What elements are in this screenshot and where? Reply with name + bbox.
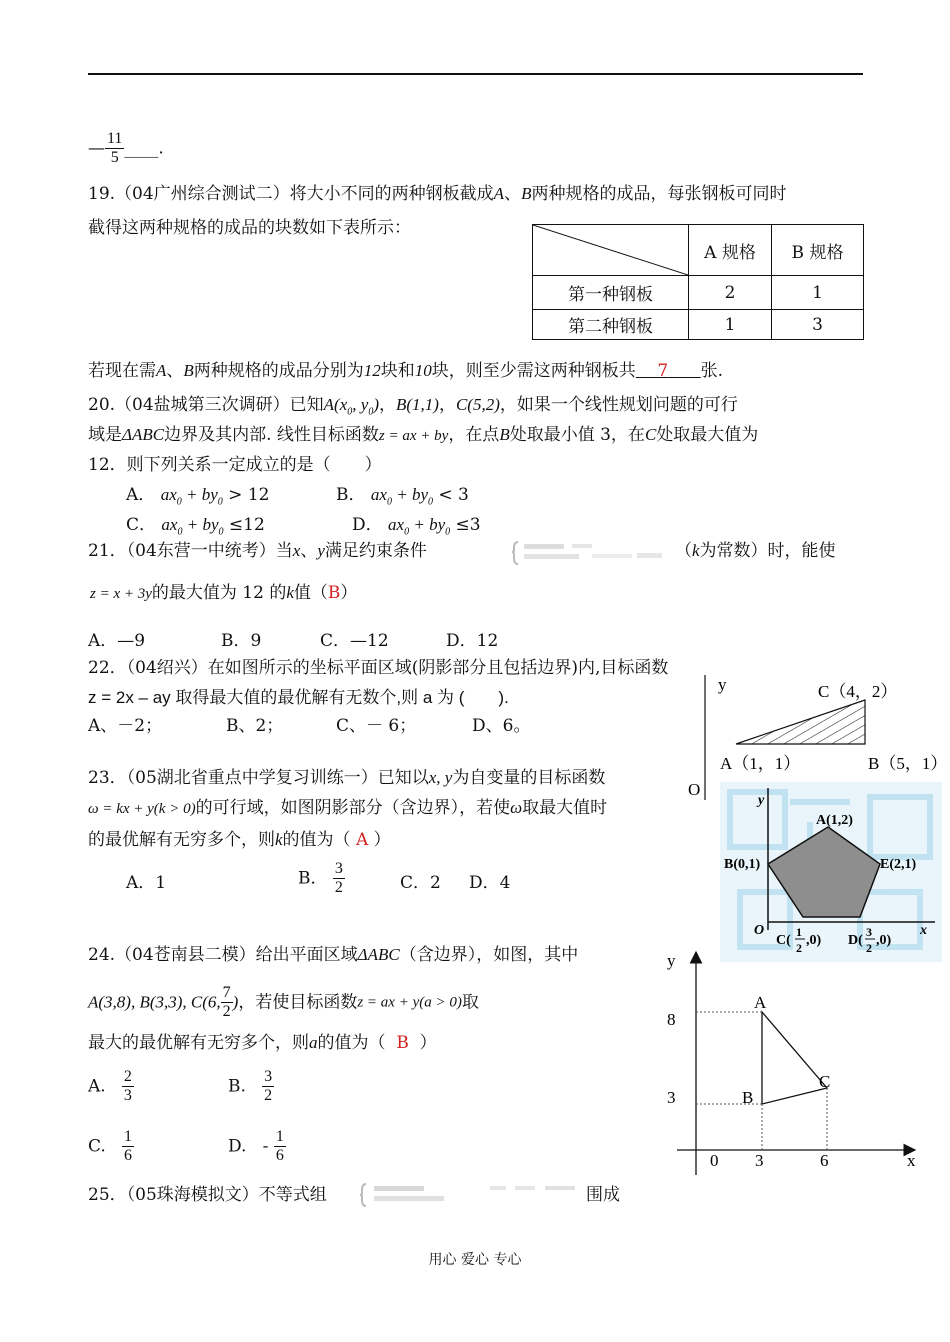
q23-origin-label: O <box>754 923 765 938</box>
table-row-label: 第一种钢板 <box>533 276 689 310</box>
q24-tick-8: 8 <box>667 1010 676 1029</box>
q22-line1: 22．（04绍兴）在如图所示的坐标平面区域(阴影部分且包括边界)内,目标函数 <box>88 658 669 678</box>
q23-point-b: B(0,1) <box>724 857 761 872</box>
q21-option-d: D．12 <box>446 631 499 651</box>
q23-line1: 23．（05湖北省重点中学复习训练一）已知以x, y为自变量的目标函数 <box>88 768 606 788</box>
intro-line: — $\frac{11}{5}$ ____. <box>88 130 164 166</box>
q21-option-a: A．—9 <box>88 631 146 651</box>
table-cell: 1 <box>772 276 864 310</box>
table-row <box>533 276 864 310</box>
q23-option-b: B． $\frac{3}{2}$ <box>298 860 343 896</box>
q20-option-a: A． $ax_0 + by_0 > 12$ <box>126 485 270 508</box>
q21-line1: 21．（04东营一中统考）当x、y满足约束条件 <box>88 541 427 561</box>
q23-option-d: D．4 <box>469 873 511 893</box>
q24-origin-label: 0 <box>710 1151 719 1170</box>
q24-answer: B <box>396 1033 409 1053</box>
q21-line2: z = x + 3y的最大值为 12 的k值（B） <box>90 583 358 603</box>
q22-option-a: A、－2； <box>88 716 163 736</box>
q22-option-c: C、－ 6； <box>336 716 417 736</box>
q24-point-b: B <box>742 1088 754 1107</box>
q23-line3: 的最优解有无穷多个，则k的值为（ A ） <box>88 830 391 850</box>
q22-origin-label: O <box>688 780 701 799</box>
q24-line2: A(3,8), B(3,3), C(6, $\frac{7}{2}$ )，若使目标函数z = ax + y(a > 0)取 <box>88 984 479 1020</box>
q23-option-a: A．1 <box>126 873 167 893</box>
q22-option-d: D、6。 <box>472 716 531 736</box>
q24-triangle <box>762 1012 827 1104</box>
q24-line3: 最大的最优解有无穷多个，则a的值为（ B ） <box>88 1033 437 1053</box>
q24-point-c: C <box>819 1072 831 1091</box>
svg-text:,0): ,0) <box>806 933 822 948</box>
table-cell: 3 <box>772 310 864 340</box>
q24-option-a: A. $\frac{2}{3}$ <box>88 1068 132 1104</box>
q24-figure <box>655 940 925 1180</box>
q24-tick-x3: 3 <box>755 1151 764 1170</box>
q25-line1: 25．（05珠海模拟文）不等式组 <box>88 1185 327 1205</box>
q25-constraint-image <box>360 1180 580 1210</box>
table-row-label: 第二种钢板 <box>533 310 689 340</box>
table-diagonal-cell <box>533 225 689 276</box>
svg-text:2: 2 <box>866 941 872 955</box>
svg-text:1: 1 <box>796 925 802 939</box>
q19-answer: 7 <box>657 361 669 381</box>
q25-line1-tail: 围成 <box>586 1185 620 1205</box>
q24-option-d: D. - $\frac{1}{6}$ <box>228 1128 284 1164</box>
q23-point-e: E(2,1) <box>880 857 917 872</box>
q19-table <box>532 224 864 340</box>
q21-option-b: B．9 <box>221 631 262 651</box>
q20-option-b: B． $ax_0 + by_0 < 3$ <box>336 485 469 508</box>
q23-y-label: y <box>758 793 765 808</box>
q22-point-c: C（4，2） <box>818 682 898 701</box>
intro-fraction: $\frac{11}{5}$ <box>107 130 123 166</box>
q20-line1: 20.（04盐城第三次调研）已知$A(x_0$, $y_0$)，B(1,1)，C(5,2)，如果一个线性规划问题的可行 <box>88 395 738 418</box>
q24-point-a: A <box>754 993 767 1012</box>
q24-y-label: y <box>667 951 676 970</box>
q22-option-b: B、2； <box>226 716 284 736</box>
q21-line1-tail: （k为常数）时，能使 <box>675 541 836 561</box>
header-rule <box>88 73 863 75</box>
q23-line2: ω = kx + y(k > 0)的可行域，如图阴影部分（含边界），若使ω取最大值时 <box>88 798 608 818</box>
q20-option-c: C． $ax_0 + by_0 \le 12$ <box>126 515 265 538</box>
q19-line2: 截得这两种规格的成品的块数如下表所示： <box>88 218 411 238</box>
q24-tick-x6: 6 <box>820 1151 829 1170</box>
q21-constraint-image <box>512 538 672 566</box>
q22-region <box>736 700 865 744</box>
svg-text:2: 2 <box>796 941 802 955</box>
q24-option-b: B. $\frac{3}{2}$ <box>228 1068 273 1104</box>
q20-line2: 域是ΔABC边界及其内部. 线性目标函数z = ax + by，在点B处取最小值 3，在C处取最大值为 <box>88 425 759 445</box>
table-cell: 1 <box>689 310 772 340</box>
svg-text:D(: D( <box>848 933 863 948</box>
q23-x-label: x <box>920 923 927 938</box>
svg-text:C(: C( <box>776 933 791 948</box>
q24-line1: 24.（04苍南县二模）给出平面区域ΔABC（含边界），如图，其中 <box>88 945 579 965</box>
q21-answer: B <box>327 583 341 603</box>
q23-option-c: C．2 <box>400 873 441 893</box>
q23-answer: A <box>355 830 369 850</box>
q22-point-b: B（5，1） <box>868 754 948 773</box>
q22-point-a: A（1，1） <box>720 754 801 773</box>
page-footer: 用心 爱心 专心 <box>428 1252 522 1268</box>
q24-option-c: C. $\frac{1}{6}$ <box>88 1128 133 1164</box>
q23-figure <box>720 782 942 962</box>
table-header-a: A 规格 <box>689 225 772 276</box>
table-cell: 2 <box>689 276 772 310</box>
q24-x-label: x <box>907 1151 916 1170</box>
svg-text:3: 3 <box>866 925 872 939</box>
q23-point-a: A(1,2) <box>816 813 853 828</box>
q19-line1: 19.（04广州综合测试二）将大小不同的两种钢板截成A、B两种规格的成品，每张钢板可同时 <box>88 184 787 204</box>
q20-option-d: D． $ax_0 + by_0 \le 3$ <box>352 515 481 538</box>
table-header-b: B 规格 <box>772 225 864 276</box>
q24-tick-3: 3 <box>667 1088 676 1107</box>
q19-question: 若现在需A、B两种规格的成品分别为12块和10块，则至少需这两种钢板共 7 张. <box>88 361 724 381</box>
svg-text:,0): ,0) <box>876 933 892 948</box>
table-row <box>533 310 864 340</box>
q22-y-label: y <box>718 675 727 694</box>
q20-line3: 12．则下列关系一定成立的是（ ） <box>88 455 382 475</box>
q22-line2: z = 2x – ay 取得最大值的最优解有无数个,则 a 为 ( ). <box>88 688 509 707</box>
q21-option-c: C．—12 <box>320 631 389 651</box>
